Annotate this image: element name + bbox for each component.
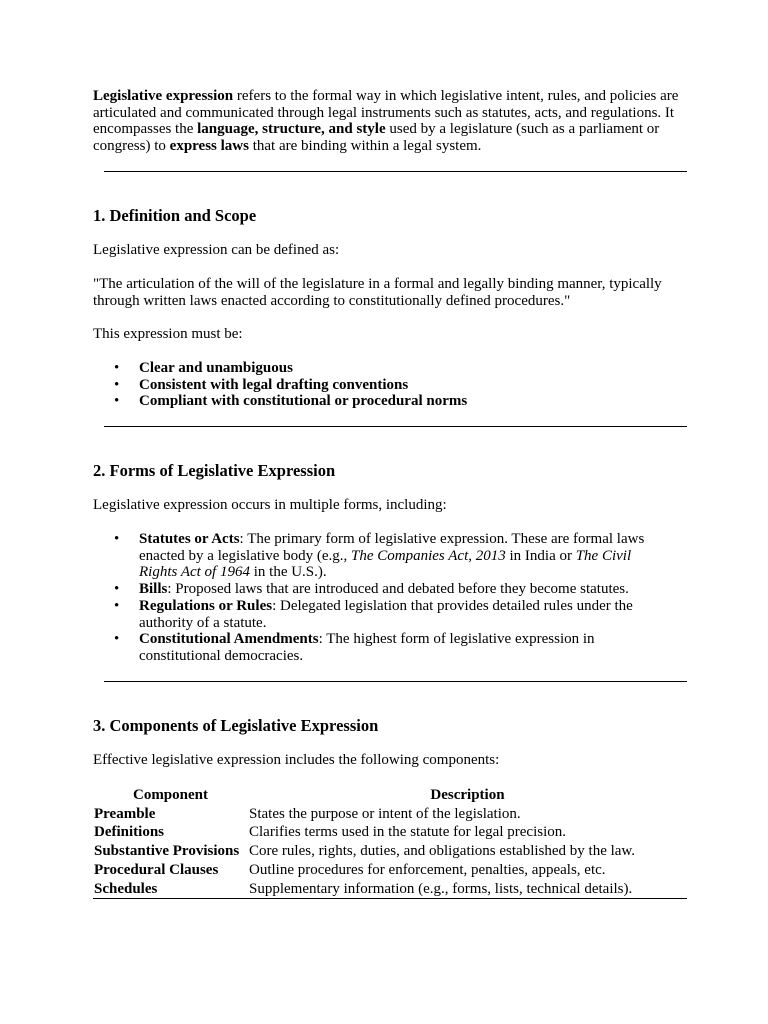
- table-row: [93, 842, 687, 861]
- section-1-intro: Legislative expression can be defined as:: [93, 242, 340, 258]
- bullet-text: Clear and unambiguous: [139, 360, 293, 376]
- section-1-quote: "The articulation of the will of the legislature in a formal and legally binding manner, typically through written laws enacted according to constitutionally defined procedures.": [93, 276, 662, 309]
- form-term: Bills: [139, 581, 168, 598]
- table-cell-component: Substantive Provisions: [94, 843, 240, 860]
- list-item: [93, 531, 673, 581]
- table-header-row: [93, 786, 687, 805]
- form-term: Regulations or Rules: [139, 597, 273, 614]
- intro-bold-2: express laws: [169, 138, 249, 155]
- table-cell-description: States the purpose or intent of the legislation.: [249, 805, 521, 822]
- bullet-text: Compliant with constitutional or procedural norms: [139, 393, 468, 410]
- list-item: [93, 598, 673, 631]
- intro-bold-1: language, structure, and style: [197, 121, 386, 138]
- section-3-intro: Effective legislative expression includes the following components:: [93, 752, 500, 768]
- bullet-icon: •: [114, 531, 120, 547]
- bullet-text: Consistent with legal drafting conventions: [139, 376, 409, 393]
- table-cell-description: Outline procedures for enforcement, penalties, appeals, etc.: [249, 861, 606, 878]
- form-text: : Proposed laws that are introduced and debated before they become statutes.: [167, 581, 629, 598]
- divider-2: [104, 426, 687, 427]
- form-text: : The primary form of legislative expression. These are formal laws enacted by a legislative body (e.g.,: [139, 531, 645, 564]
- table-cell-component: Schedules: [93, 880, 248, 899]
- intro-term: Legislative expression: [93, 88, 234, 104]
- list-item: [93, 581, 673, 598]
- section-2-heading: 2. Forms of Legislative Expression: [93, 461, 336, 480]
- bullet-icon: •: [114, 360, 120, 376]
- table-cell-component: Preamble: [94, 805, 156, 822]
- list-item: [93, 631, 673, 664]
- table-cell-component: Definitions: [94, 824, 165, 841]
- section-1-heading: 1. Definition and Scope: [93, 206, 257, 225]
- bullet-icon: •: [114, 376, 120, 393]
- intro-paragraph: [93, 88, 687, 155]
- table-cell-description: Core rules, rights, duties, and obligations established by the law.: [249, 843, 636, 860]
- form-term: Statutes or Acts: [139, 531, 240, 547]
- section-1-must-be: This expression must be:: [93, 326, 243, 342]
- table-cell-component: Procedural Clauses: [94, 861, 219, 878]
- table-row: [93, 805, 687, 824]
- section-2-bullet-list: [93, 531, 673, 665]
- intro-text-2: used by a legislature (such as a parliament or congress) to: [93, 121, 660, 155]
- components-table: [93, 786, 687, 899]
- form-term: Constitutional Amendments: [139, 631, 319, 648]
- divider-3: [104, 681, 687, 682]
- table-row: [93, 823, 687, 842]
- bullet-icon: •: [114, 631, 120, 648]
- form-text: : Delegated legislation that provides detailed rules under the authority of a statute.: [139, 597, 633, 631]
- section-1-bullet-list: [93, 360, 673, 410]
- table-header-component: Component: [132, 787, 208, 803]
- table-cell-description: Clarifies terms used in the statute for legal precision.: [249, 824, 566, 841]
- list-item: [93, 393, 673, 410]
- bullet-icon: •: [114, 597, 120, 614]
- form-text: : The highest form of legislative expression in constitutional democracies.: [139, 631, 595, 664]
- form-text: in the U.S.).: [249, 564, 327, 581]
- bullet-icon: •: [114, 393, 120, 410]
- divider-1: [104, 171, 687, 172]
- list-item: [93, 377, 673, 394]
- list-item: [93, 360, 673, 377]
- bullet-icon: •: [114, 581, 120, 598]
- section-3-heading: 3. Components of Legislative Expression: [93, 716, 379, 735]
- intro-text-3: that are binding within a legal system.: [248, 138, 482, 155]
- intro-text-1: refers to the formal way in which legislative intent, rules, and policies are articulated and communicated through legal instruments such as statutes, acts, and regulations. It encompasses the: [93, 88, 679, 138]
- table-row: [93, 880, 687, 899]
- form-italic-1: The Companies Act, 2013: [351, 547, 506, 564]
- table-row: [93, 861, 687, 880]
- form-italic-2: The Civil Rights Act of 1964: [139, 547, 632, 581]
- form-text: in India or: [505, 547, 576, 564]
- table-cell-description: Supplementary information (e.g., forms, lists, technical details).: [248, 880, 687, 899]
- section-2-intro: Legislative expression occurs in multiple forms, including:: [93, 497, 447, 513]
- table-header-description: Description: [430, 787, 505, 803]
